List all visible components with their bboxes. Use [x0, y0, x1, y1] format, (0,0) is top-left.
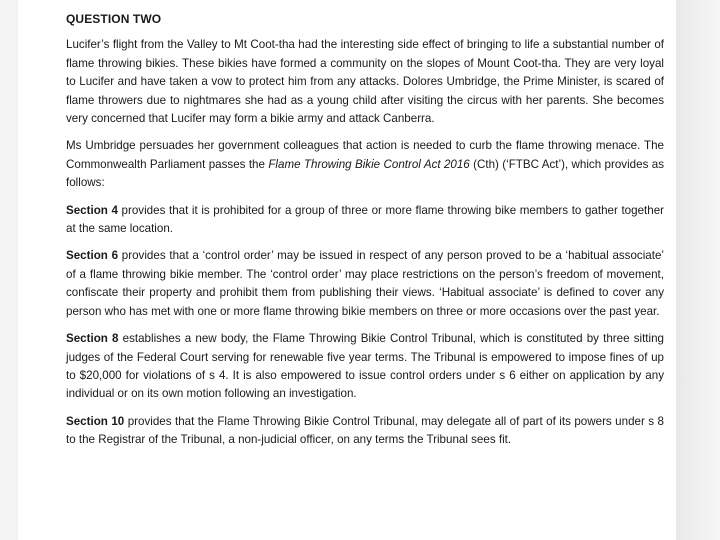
section-8-paragraph: [66, 330, 664, 404]
document-content: [66, 10, 664, 459]
section-6-label: Section 6: [66, 249, 119, 263]
section-8-text: establishes a new body, the Flame Throwing Bikie Control Tribunal, which is constituted by three sitting judges of the Federal Court serving for renewable five year terms. The Tribunal is empowered to impose fines of up to $20,000 for violations of s 4. It is also empowered to issue control orders under s 6 either on application by any individual or on its own motion following an investigation.: [66, 332, 664, 401]
document-page: [18, 0, 676, 540]
section-10-paragraph: [66, 413, 664, 450]
legislation-outro-text: (Cth) (‘FTBC Act’), which provides as follows:: [66, 157, 664, 190]
section-6-paragraph: [66, 247, 664, 321]
section-8-label: Section 8: [66, 332, 119, 346]
section-6-text: provides that a ‘control order’ may be issued in respect of any person proved to be a ‘habitual associate’ of a flame throwing bikie member. The ‘control order’ may place restrictions on the person’s freedom of movement, confiscate their property and prohibit them from publishing their views. ‘Habitual associate’ is defined to cover any person who has met with one or more flame throwing bikie members on three or more occasions over the past year.: [66, 249, 664, 318]
section-4-paragraph: [66, 202, 664, 239]
section-4-text: provides that it is prohibited for a group of three or more flame throwing bike members to gather together at the same location.: [66, 203, 664, 236]
viewer-background: [676, 0, 720, 540]
scenario-paragraph: Lucifer’s flight from the Valley to Mt Coot-tha had the interesting side effect of bringing to life a substantial number of flame throwing bikies. These bikies have formed a community on the slopes of Mount Coot-tha. They are very loyal to Lucifer and have taken a vow to protect him from any attacks. Dolores Umbridge, the Prime Minister, is scared of flame throwers due to nightmares she had as a young child after visiting the circus with her parents. She becomes very concerned that Lucifer may form a bikie army and attack Canberra.: [66, 38, 664, 126]
legislation-intro-text: Ms Umbridge persuades her government colleagues that action is needed to curb the flame throwing menace. The Commonwealth Parliament passes the: [66, 139, 664, 171]
legislation-paragraph: [66, 137, 664, 192]
act-title: Flame Throwing Bikie Control Act 2016: [268, 157, 470, 171]
question-heading: QUESTION TWO: [66, 12, 162, 26]
section-10-text: provides that the Flame Throwing Bikie Control Tribunal, may delegate all of part of its powers under s 8 to the Registrar of the Tribunal, a non-judicial officer, on any terms the Tribunal sees fit.: [66, 414, 664, 447]
section-10-label: Section 10: [66, 414, 125, 428]
section-4-label: Section 4: [66, 203, 118, 217]
